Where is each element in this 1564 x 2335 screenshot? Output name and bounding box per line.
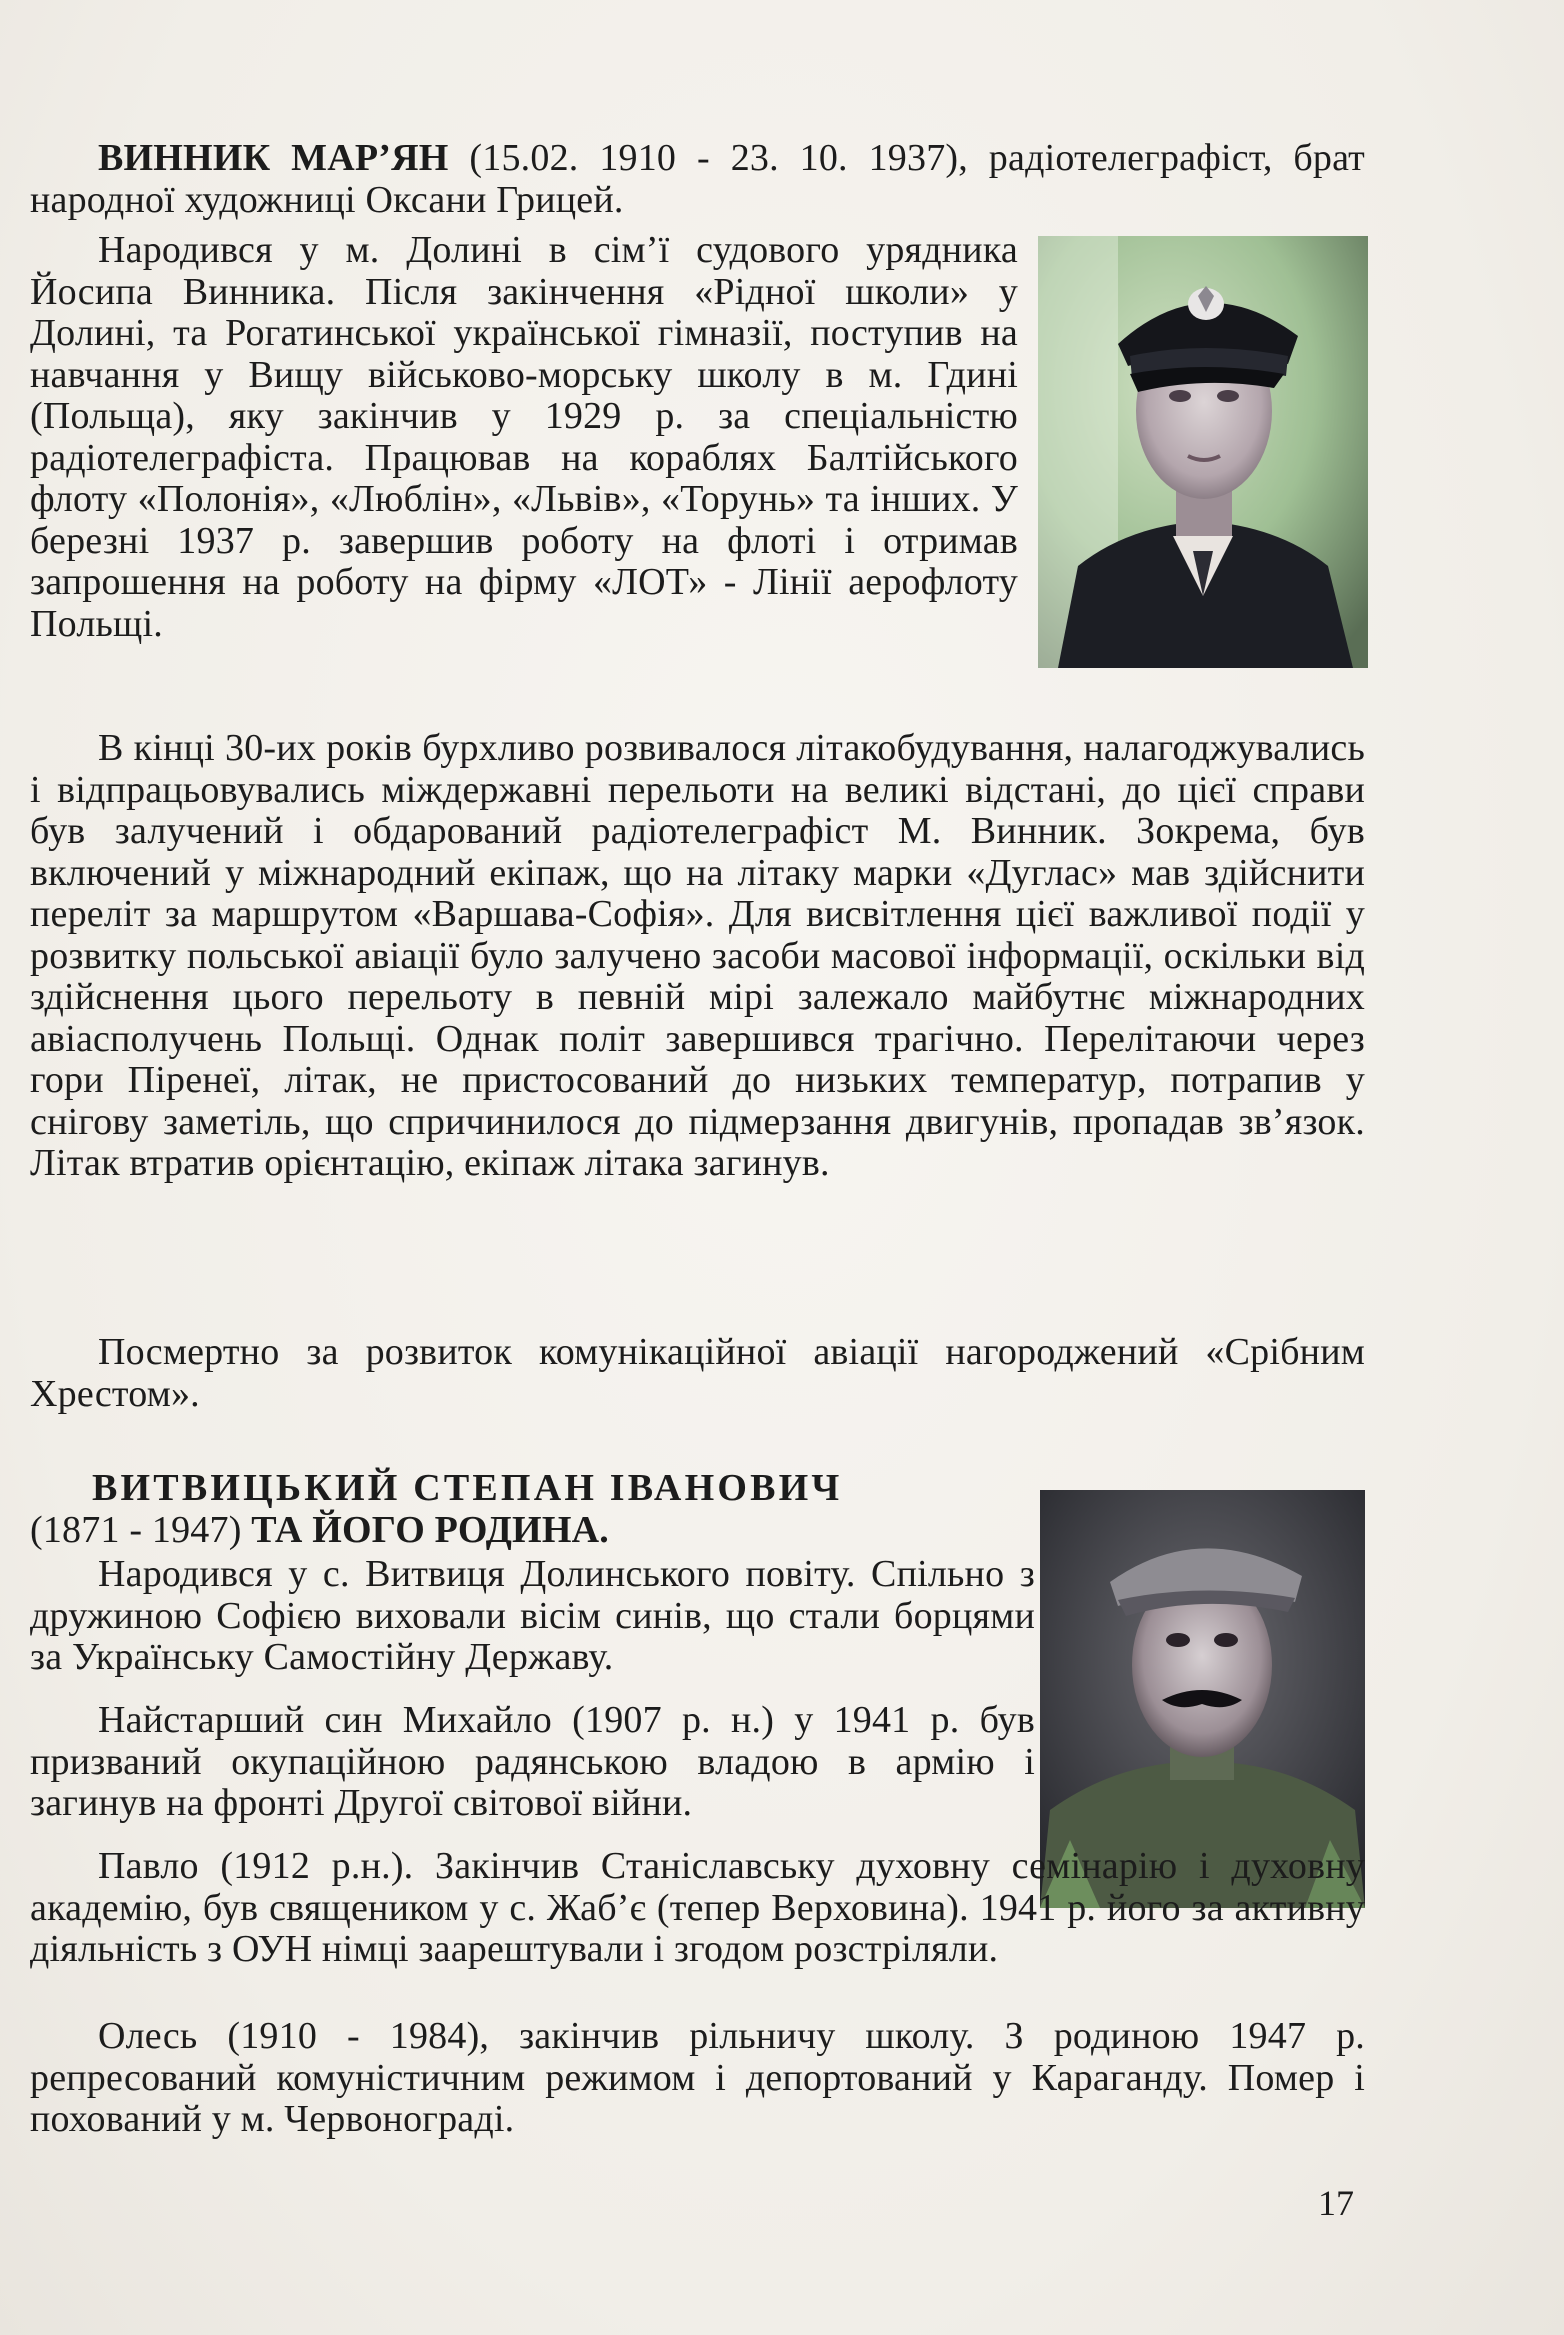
article1-heading — [30, 138, 1365, 221]
article1-heading-name: ВИННИК МАР’ЯН — [98, 137, 449, 179]
page-number: 17 — [1318, 2183, 1354, 2223]
article2-heading-tail: ТА ЙОГО РОДИНА. — [251, 1508, 609, 1551]
article2-paragraph-3: Павло (1912 р.н.). Закінчив Станіславську духовну семінарію і духовну академію, був священиком у с. Жаб’є (тепер Верховина). 1941 р. його за активну діяльність з ОУН німці заарештували і згодом розстріляли. — [30, 1845, 1365, 1970]
article2-heading-dates: (1871 - 1947) — [30, 1508, 252, 1551]
portrait-image — [1038, 236, 1368, 668]
article1-paragraph-3: Посмертно за розвиток комунікаційної авіації нагороджений «Срібним Хрестом». — [30, 1331, 1365, 1415]
portrait-photo-marian-vynnyk — [1038, 236, 1368, 668]
article1-heading-dates: (15.02. 1910 - 23. 10. 1937), радіотелеграфіст, брат народної художниці Оксани Грицей. — [30, 137, 1365, 221]
article1-paragraph-2: В кінці 30-их років бурхливо розвивалося літакобудування, налагоджувались і відпрацьовувались міждержавні перельоти на великі відстані, до цієї справи був залучений і обдарований радіотелеграфіст М. Винник. Зокрема, був включений у міжнародний екіпаж, що на літаку марки «Дуглас» мав здійснити переліт за маршрутом «Варшава-Софія». Для висвітлення цієї важливої події у розвитку польської авіації було залучено засоби масової інформації, оскільки від здійснення цього перельоту в певній мірі залежало майбутнє міжнародних авіасполучень Польщі. Однак політ завершився трагічно. Перелітаючи через гори Піренеї, літак, не пристосований до низьких температур, потрапив у снігову заметіль, що спричинилося до підмерзання двигунів, пропадав зв’язок. Літак втратив орієнтацію, екіпаж літака загинув. — [30, 727, 1365, 1184]
article1-paragraph-1: Народився у м. Долині в сім’ї судового урядника Йосипа Винника. Після закінчення «Рідної школи» у Долині, та Рогатинської української гімназії, поступив на навчання у Вищу військово-морську школу в м. Гдині (Польща), яку закінчив у 1929 р. за спеціальністю радіотелеграфіста. Працював на кораблях Балтійського флоту «Полонія», «Люблін», «Львів», «Торунь» та інших. У березні 1937 р. завершив роботу на флоті і отримав запрошення на роботу на фірму «ЛОТ» - Лінії аерофлоту Польщі. — [30, 230, 1018, 645]
article2-paragraph-4: Олесь (1910 - 1984), закінчив рільничу школу. З родиною 1947 р. репресований комуністичним режимом і депортований у Караганду. Помер і похований у м. Червонограді. — [30, 2015, 1365, 2140]
article2-heading-name: ВИТВИЦЬКИЙ СТЕПАН ІВАНОВИЧ — [92, 1467, 843, 1509]
article2-paragraph-2: Найстарший син Михайло (1907 р. н.) у 1941 р. був призваний окупаційною радянською владою в армію і загинув на фронті Другої світової війни. — [30, 1699, 1035, 1824]
article2-heading — [30, 1468, 1035, 1551]
article2-paragraph-1: Народився у с. Витвиця Долинського повіту. Спільно з дружиною Софією виховали вісім синів, що стали борцями за Українську Самостійну Державу. — [30, 1553, 1035, 1678]
